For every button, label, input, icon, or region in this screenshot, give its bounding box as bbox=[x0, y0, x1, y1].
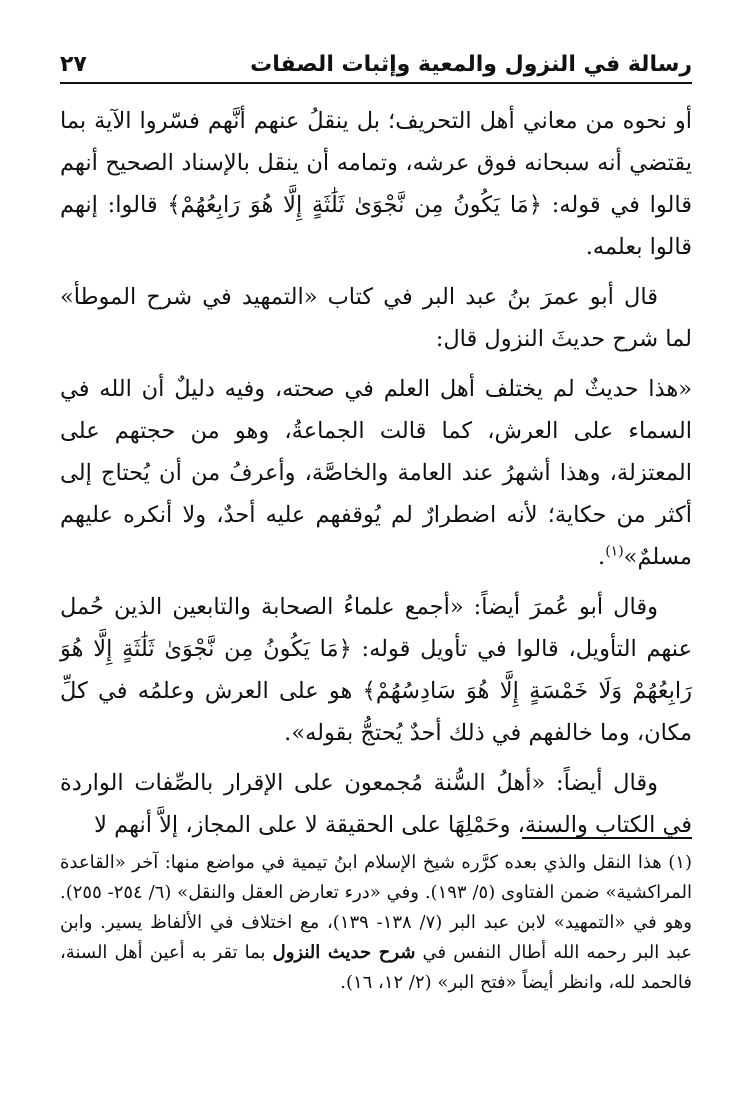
page-header bbox=[60, 38, 692, 84]
paragraph: أو نحوه من معاني أهل التحريف؛ بل ينقلُ عنهم أنَّهم فسّروا الآية بما يقتضي أنه سبحانه فوق عرشه، وتمامه أن ينقل بالإسناد الصحيح أنهم قالوا في قوله: ﴿مَا يَكُونُ مِن نَّجْوَىٰ ثَلَٰثَةٍ إِلَّا هُوَ رَابِعُهُمْ﴾ قالوا: إنهم قالوا بعلمه. bbox=[60, 108, 692, 260]
footnote-divider bbox=[522, 837, 692, 839]
paragraph: وقال أبو عُمرَ أيضاً: «أجمع علماءُ الصحابة والتابعين الذين حُمل عنهم التأويل، قالوا في تأويل قوله: ﴿مَا يَكُونُ مِن نَّجْوَىٰ ثَلَٰثَةٍ إِلَّا هُوَ رَابِعُهُمْ وَلَا خَمْسَةٍ إِلَّا هُوَ سَادِسُهُمْ﴾ هو على العرش وعلمُه في كلِّ مكان، وما خالفهم في ذلك أحدٌ يُحتجُّ بقوله». bbox=[60, 594, 692, 746]
footnote-text: (١) هذا النقل والذي بعده كرَّره شيخ الإسلام ابنُ تيمية في مواضع منها: آخر «القاعدة المراكشية» ضمن الفتاوى (٥/ ١٩٣). وفي «درء تعارض العقل والنقل» (٦/ ٢٥٤- ٢٥٥). وهو في «التمهيد» لابن عبد البر (٧/ ١٣٨- ١٣٩)، مع اختلاف في الألفاظ يسير. وابن عبد البر رحمه الله أطال النفس في bbox=[60, 852, 692, 963]
footnote-marker: (١) bbox=[605, 543, 624, 560]
running-title: رسالة في النزول والمعية وإثبات الصفات bbox=[250, 52, 692, 77]
footnote-text-end: بما تقر به أعين أهل السنة، فالحمد لله، وانظر أيضاً «فتح البر» (٢/ ١٢، ١٦). bbox=[60, 942, 692, 993]
quote-end: . bbox=[598, 544, 606, 570]
main-text bbox=[60, 100, 692, 854]
footnote-bold-text: شرح حديث النزول bbox=[272, 942, 416, 963]
quote-text: «هذا حديثٌ لم يختلف أهل العلم في صحته، وفيه دليلٌ أن الله في السماء على العرش، كما قالت الجماعةُ، وهو من حجتهم على المعتزلة، وهذا أشهرُ عند العامة والخاصَّة، وأعرفُ من أن يُحتاج إلى أكثر من حكاية؛ لأنه اضطرارٌ لم يُوقفهم عليه أحدٌ، ولا أنكره عليهم مسلمٌ» bbox=[60, 376, 692, 570]
paragraph: وقال أيضاً: «أهلُ السُّنة مُجمعون على الإقرار بالصِّفات الواردة في الكتاب والسنة، وحَمْلِهَا على الحقيقة لا على المجاز، إلاَّ أنهم لا bbox=[60, 770, 692, 838]
footnote-1 bbox=[60, 848, 692, 998]
quote-paragraph bbox=[60, 368, 692, 578]
page-number: ٢٧ bbox=[60, 52, 87, 77]
footnotes bbox=[60, 848, 692, 998]
paragraph: قال أبو عمرَ بنُ عبد البر في كتاب «التمهيد في شرح الموطأ» لما شرح حديثَ النزول قال: bbox=[60, 284, 692, 352]
